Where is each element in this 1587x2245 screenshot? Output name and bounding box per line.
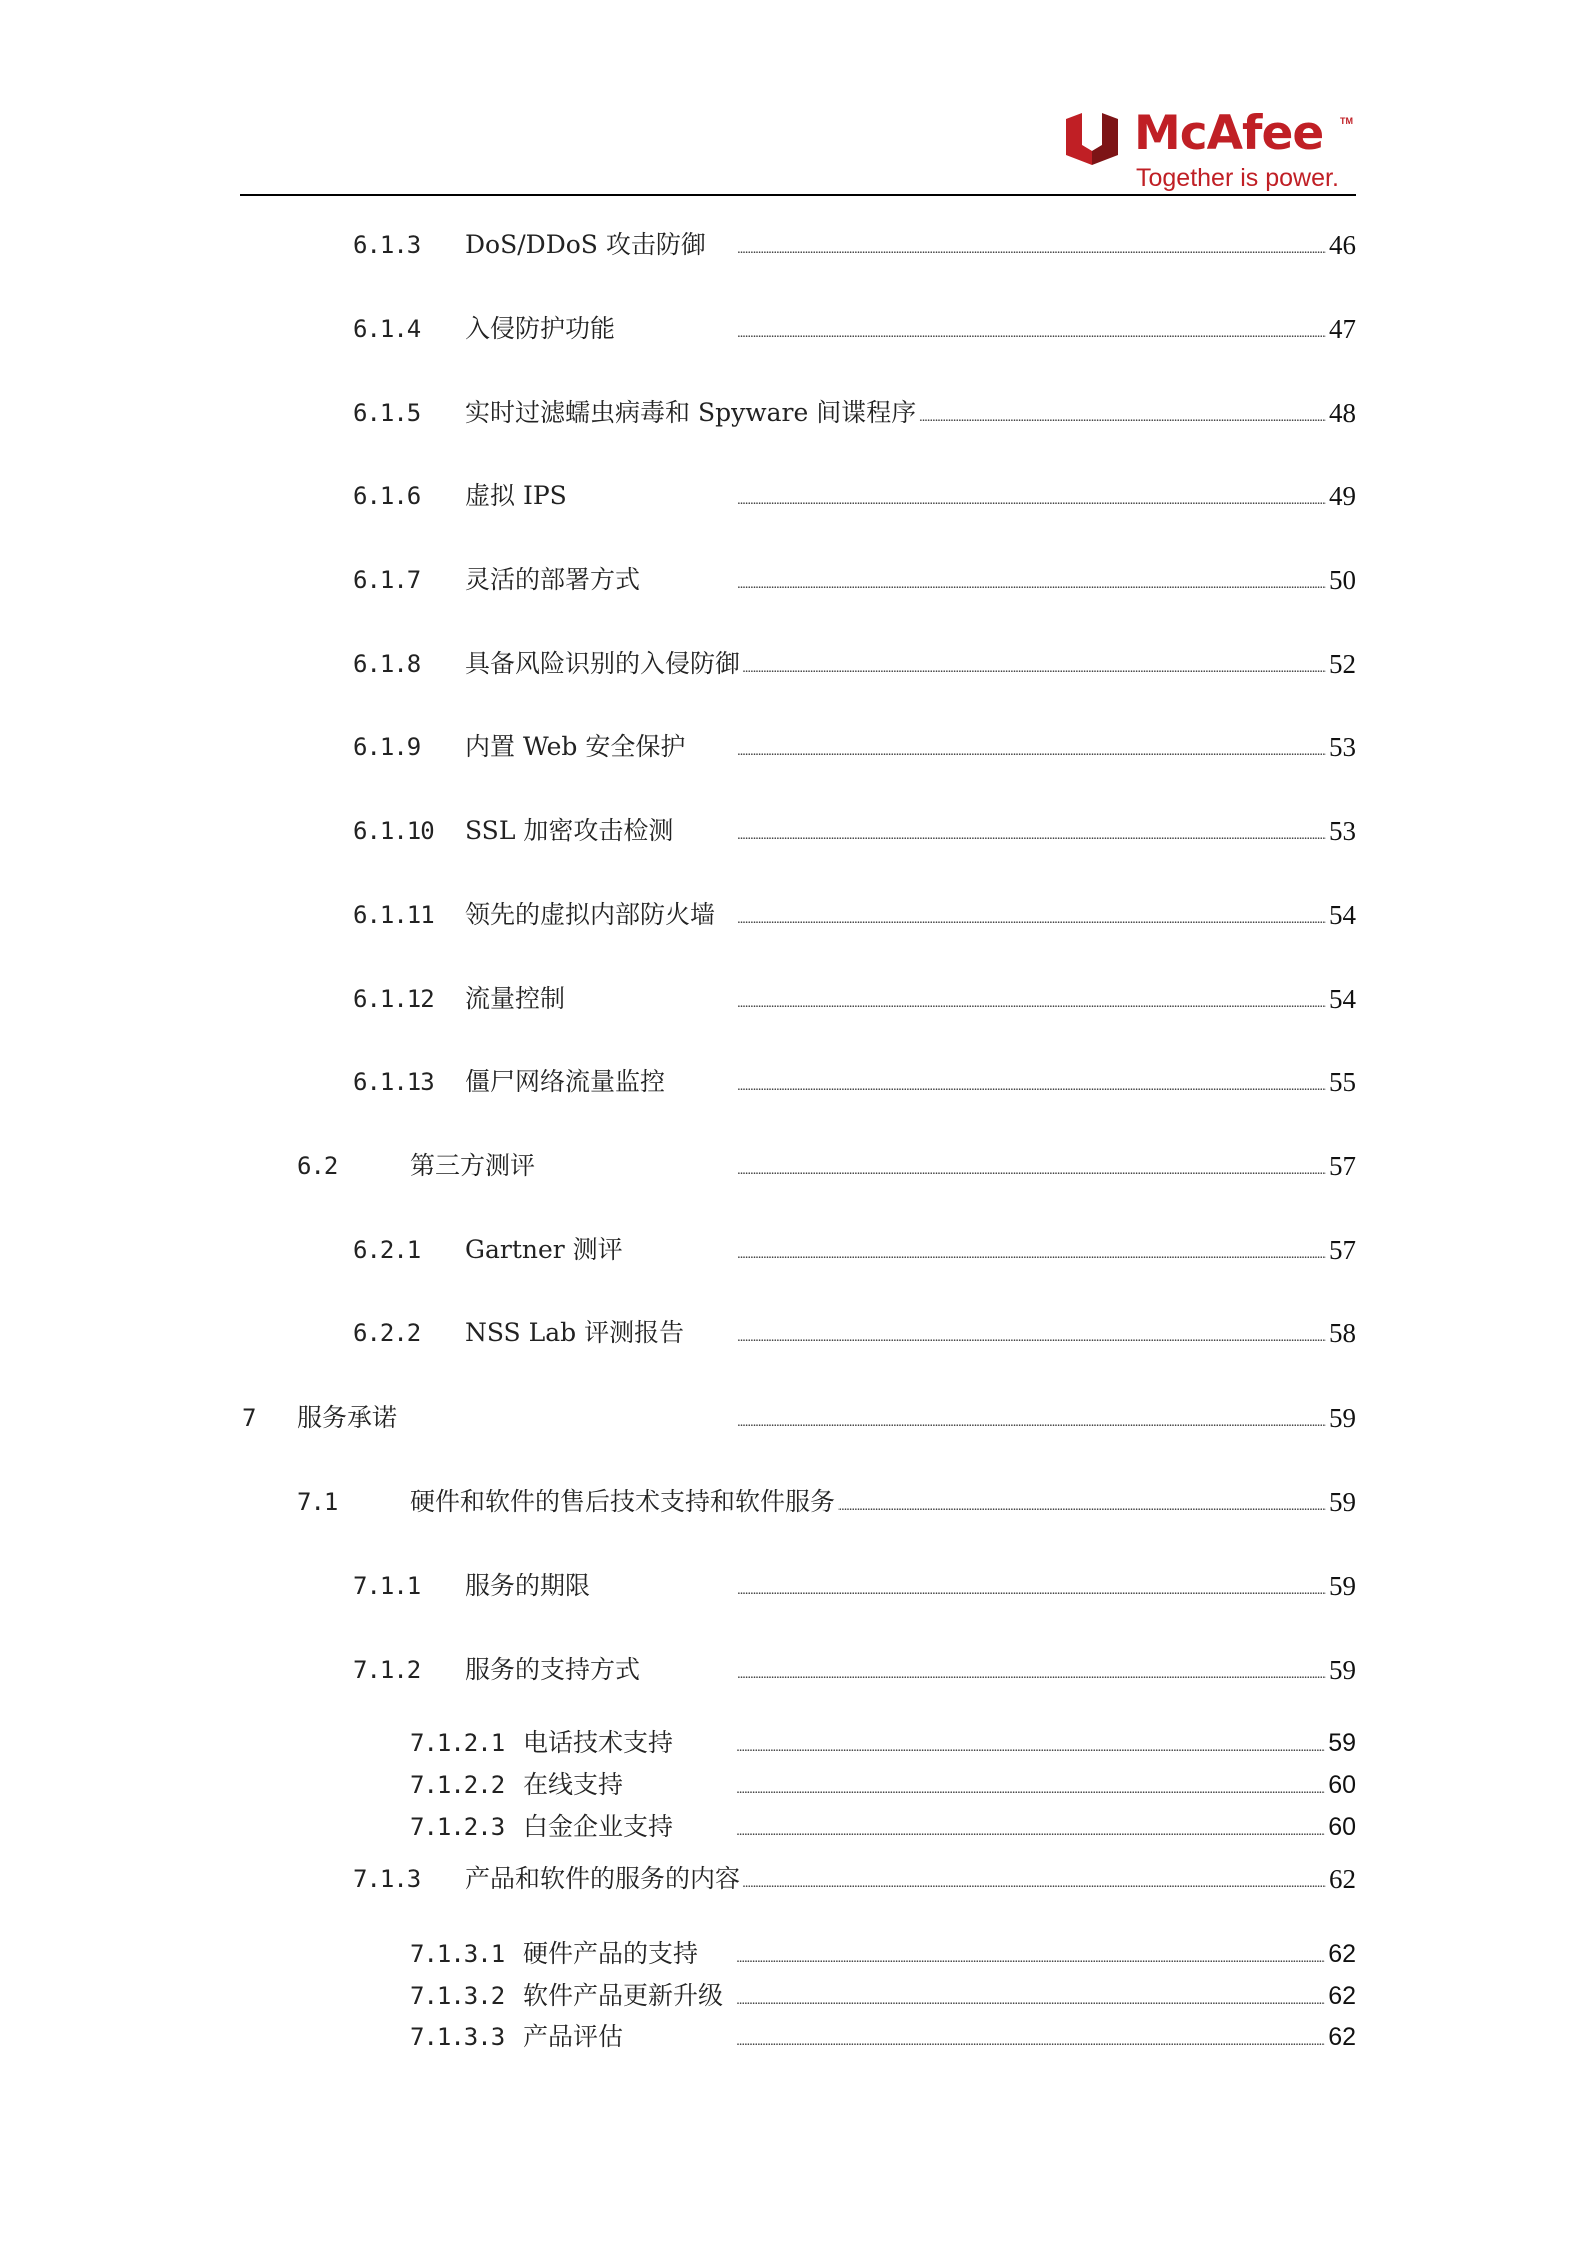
toc-entry[interactable] bbox=[353, 647, 1356, 681]
dot-leader bbox=[726, 1979, 1325, 2013]
toc-entry[interactable] bbox=[410, 1937, 1356, 1971]
toc-entry-title: 服务的支持方式 bbox=[465, 1655, 641, 1684]
trademark-mark: TM bbox=[1340, 116, 1353, 126]
toc-entry[interactable] bbox=[353, 1569, 1356, 1603]
toc-entry-page: 52 bbox=[1329, 649, 1356, 679]
toc-entry[interactable] bbox=[353, 228, 1356, 262]
dot-leader bbox=[676, 1726, 1325, 1760]
toc-entry-page: 60 bbox=[1328, 1813, 1356, 1841]
toc-entry[interactable] bbox=[353, 1065, 1356, 1099]
toc-entry[interactable] bbox=[353, 1653, 1356, 1687]
dot-leader bbox=[643, 563, 1326, 597]
toc-entry-title: 服务承诺 bbox=[297, 1403, 398, 1432]
toc-entry-page: 46 bbox=[1329, 230, 1356, 260]
toc-entry-number: 7.1.2.2 bbox=[410, 1771, 505, 1799]
toc-entry[interactable] bbox=[353, 982, 1356, 1016]
toc-entry-title: 硬件和软件的售后技术支持和软件服务 bbox=[410, 1487, 836, 1516]
toc-entry[interactable] bbox=[353, 898, 1356, 932]
toc-entry-number: 7.1.2.3 bbox=[410, 1813, 505, 1841]
toc-entry-title: 第三方测评 bbox=[410, 1151, 536, 1180]
toc-entry-number: 7.1.3 bbox=[353, 1865, 421, 1893]
toc-entry[interactable] bbox=[410, 1979, 1356, 2013]
toc-entry-page: 59 bbox=[1329, 1571, 1356, 1601]
dot-leader bbox=[676, 1810, 1325, 1844]
dot-leader bbox=[568, 982, 1326, 1016]
toc-entry-page: 50 bbox=[1329, 565, 1356, 595]
toc-entry-page: 59 bbox=[1329, 1403, 1356, 1433]
toc-entry-title: 内置 Web 安全保护 bbox=[465, 732, 686, 761]
toc-entry-title: 实时过滤蠕虫病毒和 Spyware 间谍程序 bbox=[465, 398, 917, 427]
toc-entry-page: 54 bbox=[1329, 984, 1356, 1014]
dot-leader bbox=[709, 228, 1326, 262]
toc-entry[interactable] bbox=[353, 312, 1356, 346]
toc-entry-title: 服务的期限 bbox=[465, 1571, 591, 1600]
toc-entry-number: 6.2.1 bbox=[353, 1236, 421, 1264]
brand-name: McAfee bbox=[1134, 106, 1324, 161]
dot-leader bbox=[701, 1937, 1325, 1971]
toc-entry[interactable] bbox=[410, 1768, 1356, 1802]
dot-leader bbox=[743, 1862, 1326, 1896]
dot-leader bbox=[400, 1401, 1326, 1435]
toc-entry-page: 55 bbox=[1329, 1067, 1356, 1097]
toc-entry-title: 具备风险识别的入侵防御 bbox=[465, 649, 741, 678]
toc-entry-page: 59 bbox=[1328, 1729, 1356, 1757]
toc-entry-number: 7.1.2 bbox=[353, 1656, 421, 1684]
toc-entry-page: 62 bbox=[1328, 1940, 1356, 1968]
dot-leader bbox=[593, 1569, 1326, 1603]
dot-leader bbox=[743, 647, 1326, 681]
dot-leader bbox=[676, 814, 1326, 848]
toc-entry-number: 6.1.5 bbox=[353, 399, 421, 427]
dot-leader bbox=[570, 479, 1326, 513]
toc-entry-page: 57 bbox=[1329, 1151, 1356, 1181]
mcafee-logo bbox=[1066, 106, 1356, 194]
toc-entry[interactable] bbox=[353, 1233, 1356, 1267]
toc-entry-page: 49 bbox=[1329, 481, 1356, 511]
page-header bbox=[0, 0, 1587, 200]
toc-entry-page: 62 bbox=[1328, 1982, 1356, 2010]
toc-entry-title: 产品评估 bbox=[523, 2022, 624, 2051]
toc-entry-number: 7.1.3.3 bbox=[410, 2023, 505, 2051]
toc-entry-page: 48 bbox=[1329, 398, 1356, 428]
toc-entry-title: 产品和软件的服务的内容 bbox=[465, 1864, 741, 1893]
toc-entry-number: 6.2 bbox=[297, 1152, 338, 1180]
dot-leader bbox=[688, 730, 1326, 764]
toc-entry[interactable] bbox=[297, 1149, 1356, 1183]
dot-leader bbox=[643, 1653, 1326, 1687]
toc-entry-number: 6.1.13 bbox=[353, 1068, 434, 1096]
toc-entry-number: 6.1.10 bbox=[353, 817, 434, 845]
toc-entry[interactable] bbox=[353, 1316, 1356, 1350]
toc-entry-title: 僵尸网络流量监控 bbox=[465, 1067, 666, 1096]
toc-entry-page: 53 bbox=[1329, 816, 1356, 846]
toc-entry-number: 7.1.2.1 bbox=[410, 1729, 505, 1757]
dot-leader bbox=[838, 1485, 1326, 1519]
toc-entry-number: 7.1 bbox=[297, 1488, 338, 1516]
toc-entry[interactable] bbox=[353, 396, 1356, 430]
toc-entry-number: 6.1.11 bbox=[353, 901, 434, 929]
header-divider bbox=[240, 194, 1356, 196]
dot-leader bbox=[618, 312, 1326, 346]
mcafee-shield-icon bbox=[1066, 113, 1118, 165]
toc-entry-title: 灵活的部署方式 bbox=[465, 565, 641, 594]
brand-tagline: Together is power. bbox=[1136, 164, 1339, 192]
toc-entry-number: 7.1.3.2 bbox=[410, 1982, 505, 2010]
toc-entry-title: NSS Lab 评测报告 bbox=[465, 1318, 685, 1347]
toc-entry-page: 59 bbox=[1329, 1655, 1356, 1685]
toc-entry-number: 7.1.1 bbox=[353, 1572, 421, 1600]
toc-entry-number: 7 bbox=[242, 1404, 256, 1432]
toc-entry-page: 60 bbox=[1328, 1771, 1356, 1799]
toc-entry-number: 6.1.4 bbox=[353, 315, 421, 343]
toc-entry-title: 电话技术支持 bbox=[523, 1728, 674, 1757]
toc-entry[interactable] bbox=[410, 1726, 1356, 1760]
dot-leader bbox=[626, 2020, 1325, 2054]
toc-entry[interactable] bbox=[353, 1862, 1356, 1896]
toc-entry-title: 在线支持 bbox=[523, 1770, 624, 1799]
toc-entry-number: 6.2.2 bbox=[353, 1319, 421, 1347]
toc-entry-page: 47 bbox=[1329, 314, 1356, 344]
toc-entry-page: 53 bbox=[1329, 732, 1356, 762]
dot-leader bbox=[668, 1065, 1326, 1099]
toc-entry-title: 流量控制 bbox=[465, 984, 566, 1013]
toc-entry[interactable] bbox=[353, 563, 1356, 597]
toc-entry-title: SSL 加密攻击检测 bbox=[465, 816, 674, 845]
toc-entry-title: 软件产品更新升级 bbox=[523, 1981, 724, 2010]
toc-entry-number: 6.1.6 bbox=[353, 482, 421, 510]
toc-entry-page: 62 bbox=[1329, 1864, 1356, 1894]
dot-leader bbox=[538, 1149, 1326, 1183]
toc-entry-page: 54 bbox=[1329, 900, 1356, 930]
toc-entry[interactable] bbox=[297, 1485, 1356, 1519]
dot-leader bbox=[687, 1316, 1326, 1350]
toc-entry-number: 6.1.7 bbox=[353, 566, 421, 594]
toc-entry[interactable] bbox=[353, 479, 1356, 513]
toc-entry-title: 硬件产品的支持 bbox=[523, 1939, 699, 1968]
dot-leader bbox=[919, 396, 1326, 430]
dot-leader bbox=[626, 1768, 1325, 1802]
toc-entry-title: 白金企业支持 bbox=[523, 1812, 674, 1841]
toc-entry-title: 领先的虚拟内部防火墙 bbox=[465, 900, 716, 929]
toc-entry-number: 6.1.12 bbox=[353, 985, 434, 1013]
toc-entry-page: 59 bbox=[1329, 1487, 1356, 1517]
toc-entry-number: 6.1.9 bbox=[353, 733, 421, 761]
toc-entry-number: 6.1.3 bbox=[353, 231, 421, 259]
toc-entry-number: 6.1.8 bbox=[353, 650, 421, 678]
toc-entry-page: 57 bbox=[1329, 1235, 1356, 1265]
toc-entry-number: 7.1.3.1 bbox=[410, 1940, 505, 1968]
toc-entry-page: 58 bbox=[1329, 1318, 1356, 1348]
toc-entry-page: 62 bbox=[1328, 2023, 1356, 2051]
dot-leader bbox=[626, 1233, 1326, 1267]
toc-entry[interactable] bbox=[410, 1810, 1356, 1844]
toc-entry[interactable] bbox=[410, 2020, 1356, 2054]
toc-entry-title: 入侵防护功能 bbox=[465, 314, 616, 343]
toc-entry-title: 虚拟 IPS bbox=[465, 481, 567, 510]
toc-entry[interactable] bbox=[353, 814, 1356, 848]
toc-entry-title: Gartner 测评 bbox=[465, 1235, 623, 1264]
toc-entry[interactable] bbox=[353, 730, 1356, 764]
toc-entry[interactable] bbox=[242, 1401, 1356, 1435]
toc-entry-title: DoS/DDoS 攻击防御 bbox=[465, 230, 706, 259]
dot-leader bbox=[718, 898, 1326, 932]
